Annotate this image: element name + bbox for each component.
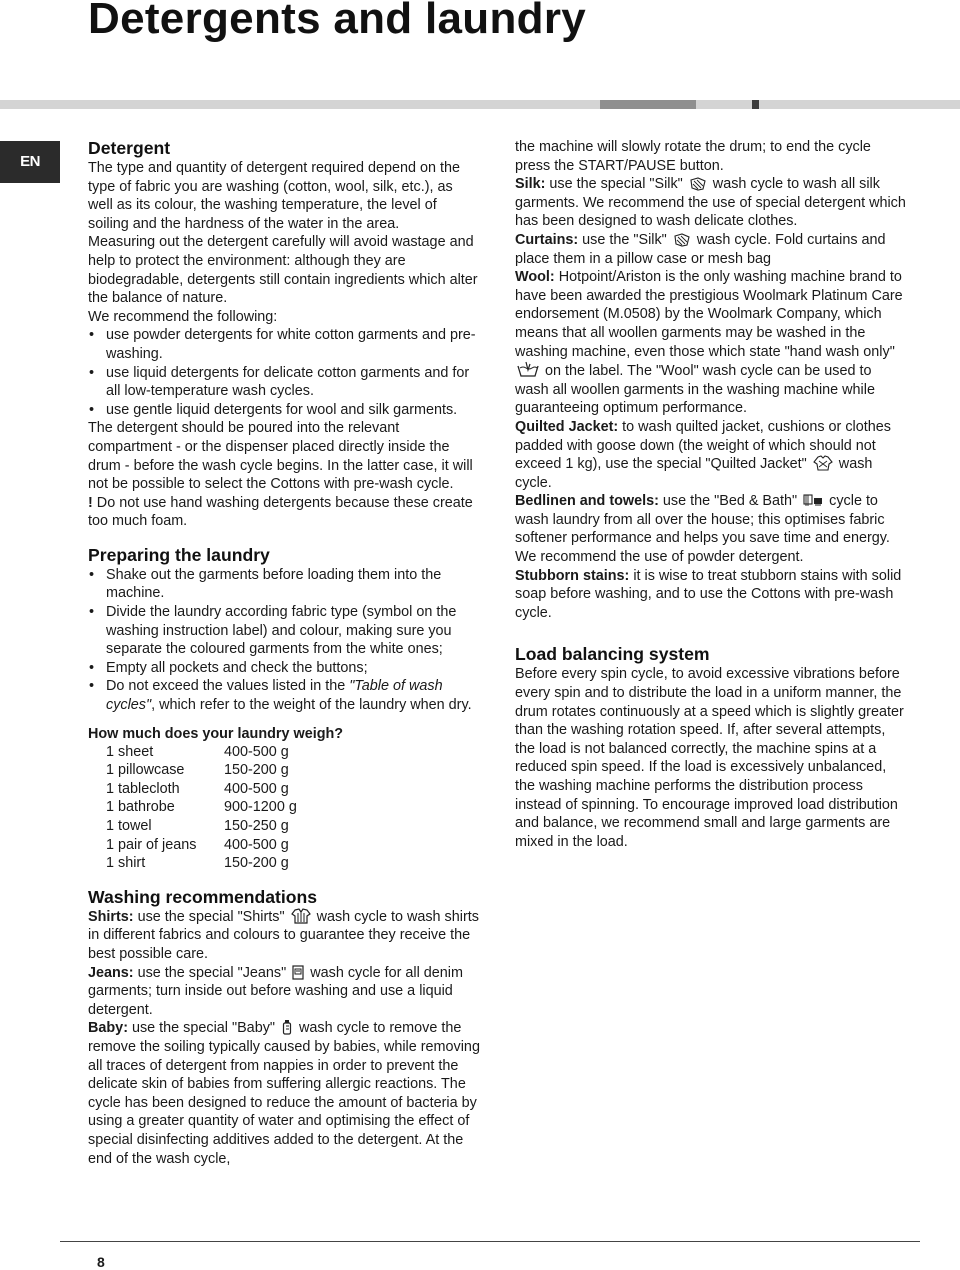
- shirts-text-end: wash cycle to wash shirts in different fabrics and colours to guarantee they receive the best possible care.: [88, 908, 479, 962]
- detergent-bullet-list: [88, 326, 480, 419]
- list-item-text: Empty all pockets and check the buttons;: [106, 659, 368, 676]
- shirt-icon: [291, 908, 311, 924]
- table-row: [106, 743, 297, 762]
- weight-value: 900-1200 g: [224, 799, 297, 816]
- bullet-icon: •: [89, 364, 95, 381]
- silk-label: Silk:: [515, 176, 546, 193]
- weight-value: 400-500 g: [224, 743, 289, 760]
- list-item: [88, 603, 480, 659]
- curtains-paragraph: [515, 231, 909, 268]
- band-segment-light-3: [759, 100, 960, 109]
- bullet-icon: •: [89, 401, 95, 418]
- weight-item: 1 tablecloth: [106, 780, 180, 797]
- table-reference: "Table of wash cycles": [106, 678, 443, 714]
- hand-wash-icon: [517, 361, 539, 378]
- detergent-heading: Detergent: [88, 138, 171, 158]
- curtains-text-end: wash cycle. Fold curtains and place them in a pillow case or mesh bag: [515, 231, 886, 267]
- weight-item: 1 shirt: [106, 855, 146, 872]
- list-item: [88, 659, 480, 678]
- list-item-text: Shake out the garments before loading them into the machine.: [106, 566, 442, 602]
- weight-item: 1 pair of jeans: [106, 836, 197, 853]
- wool-label: Wool:: [515, 269, 555, 286]
- weight-value: 150-200 g: [224, 762, 289, 779]
- list-item: [88, 566, 480, 603]
- baby-text: use the special "Baby": [127, 1020, 279, 1037]
- detergent-paragraph-4: The detergent should be poured into the relevant compartment - or the dispenser placed directly inside the drum - before the wash cycle begins. In the latter case, it will not be possible to select the Cottons with pre-wash cycle.: [88, 420, 473, 493]
- quilted-label: Quilted Jacket:: [515, 418, 619, 435]
- bedlinen-paragraph: [515, 492, 909, 566]
- header-band: [0, 100, 960, 109]
- jeans-icon: [292, 965, 304, 980]
- bullet-icon: •: [89, 604, 95, 621]
- table-row: [106, 836, 297, 855]
- warning-mark: !: [88, 494, 93, 511]
- shirts-text: use the special "Shirts": [133, 908, 289, 925]
- bullet-icon: •: [89, 566, 95, 583]
- warning-text: Do not use hand washing detergents because these create too much foam.: [88, 494, 473, 530]
- silk-paragraph: [515, 175, 909, 231]
- jeans-paragraph: [88, 964, 480, 1020]
- wool-paragraph: [515, 268, 909, 418]
- weight-value: 150-250 g: [224, 818, 289, 834]
- table-row: [106, 761, 297, 780]
- list-item: [88, 326, 480, 363]
- baby-paragraph: [88, 1019, 480, 1168]
- shirts-label: Shirts:: [88, 908, 134, 925]
- stubborn-label: Stubborn stains:: [515, 567, 630, 584]
- load-balancing-paragraph: Before every spin cycle, to avoid excessive vibrations before every spin and to distribute the load in a uniform manner, the drum rotates continuously at a speed which is slightly greater than the washing rotation speed. If, after several attempts, the load is not balanced correctly, the machine spins at a reduced spin speed. If the load is excessively unbalanced, the washing machine performs the distribution process instead of spinning. To encourage improved load distribution and balance, we recommend small and large garments are mixed in the load.: [515, 666, 904, 850]
- jeans-text-end: wash cycle for all denim garments; turn inside out before washing and use a liquid detergent.: [88, 964, 463, 1018]
- quilted-text: to wash quilted jacket, cushions or clothes padded with goose down (the weight of which should not exceed 1 kg), use the special "Quilted Jacket": [515, 418, 891, 473]
- quilted-jacket-icon: [813, 455, 833, 471]
- jeans-label: Jeans:: [88, 964, 134, 981]
- quilted-paragraph: [515, 418, 909, 492]
- list-item-text: use powder detergents for white cotton garments and pre-washing.: [106, 327, 476, 362]
- right-column: [515, 138, 909, 851]
- baby-text-end: wash cycle to remove the remove the soiling typically caused by babies, while removing all traces of detergent from nappies in order to prevent the delicate skin of babies from suffering allergic reactions. The cycle has been designed to reduce the amount of bacteria by using a greater quantity of water and optimising the effect of special disinfecting additives added to the detergent. At the end of the wash cycle,: [88, 1020, 480, 1167]
- weigh-heading: How much does your laundry weigh?: [88, 725, 344, 742]
- band-segment-light-2: [696, 100, 752, 109]
- baby-paragraph-continued: the machine will slowly rotate the drum; to end the cycle press the START/PAUSE button.: [515, 139, 871, 174]
- baby-label: Baby:: [88, 1020, 128, 1037]
- list-item-text: Do not exceed the values listed in the: [106, 678, 350, 695]
- footer-rule: [60, 1241, 920, 1242]
- bullet-icon: •: [89, 678, 95, 695]
- curtains-label: Curtains:: [515, 231, 579, 248]
- quilted-text-end: wash cycle.: [515, 456, 873, 491]
- weight-item: 1 pillowcase: [106, 762, 185, 779]
- weight-item: 1 bathrobe: [106, 799, 175, 816]
- jeans-text: use the special "Jeans": [133, 964, 291, 981]
- weight-item: 1 towel: [106, 818, 152, 834]
- page-number: 8: [97, 1254, 105, 1270]
- list-item-text: use liquid detergents for delicate cotton garments and for all low-temperature wash cycles.: [106, 364, 470, 400]
- detergent-paragraph-3: We recommend the following:: [88, 308, 278, 325]
- list-item: [88, 677, 480, 714]
- preparing-bullet-list: [88, 566, 480, 715]
- detergent-paragraph-1: The type and quantity of detergent required depend on the type of fabric you are washing (cotton, wool, silk, etc.), as well as its colour, the washing temperature, the level of soiling and the hardness of the water in the area.: [88, 160, 461, 232]
- list-item-text: Divide the laundry according fabric type (symbol on the washing instruction label) and colour, making sure you separate the coloured garments from the white ones;: [106, 604, 457, 658]
- band-segment-dark: [752, 100, 759, 109]
- weight-value: 400-500 g: [224, 836, 289, 853]
- silk-text: use the special "Silk": [545, 176, 687, 193]
- list-item: [88, 364, 480, 401]
- bedlinen-text-end: cycle to wash laundry from all over the house; this optimises fabric softener performance and helps you save time and energy. We recommend the use of powder detergent.: [515, 493, 890, 566]
- list-item: [88, 401, 480, 420]
- wool-text: Hotpoint/Ariston is the only washing machine brand to have been awarded the prestigious Woolmark Platinum Care endorsement (M.0508) by the Woolmark Company, which means that all woollen garments may be washed in the washing machine, even those which state "hand wash only": [515, 269, 903, 360]
- washing-heading: Washing recommendations: [88, 886, 318, 907]
- table-row: [106, 817, 297, 836]
- curtains-text: use the "Silk": [578, 231, 671, 248]
- baby-bottle-icon: [281, 1019, 293, 1035]
- stubborn-paragraph: [515, 567, 909, 623]
- shirts-paragraph: [88, 908, 480, 964]
- bedlinen-label: Bedlinen and towels:: [515, 493, 659, 510]
- page-title: Detergents and laundry: [88, 0, 587, 43]
- band-segment-light: [0, 100, 600, 109]
- weight-value: 150-200 g: [224, 855, 289, 872]
- stubborn-text: it is wise to treat stubborn stains with solid soap before washing, and to use the Cottons with pre-wash cycle.: [515, 567, 902, 621]
- bullet-icon: •: [89, 659, 95, 676]
- detergent-warning: [88, 494, 480, 531]
- detergent-paragraph-2: Measuring out the detergent carefully will avoid wastage and help to protect the environment: although they are biodegradable, detergents still contain ingredients which alter the balance of nature.: [88, 234, 478, 307]
- table-row: [106, 798, 297, 817]
- language-tab: EN: [0, 141, 60, 183]
- silk-icon: [689, 177, 707, 191]
- table-row: [106, 780, 297, 799]
- preparing-heading: Preparing the laundry: [88, 544, 270, 565]
- load-balancing-heading: Load balancing system: [515, 644, 710, 665]
- weight-item: 1 sheet: [106, 743, 154, 760]
- list-item-text: , which refer to the weight of the laundry when dry.: [151, 697, 472, 714]
- band-segment-mid: [600, 100, 696, 109]
- list-item-text: use gentle liquid detergents for wool and silk garments.: [106, 401, 458, 418]
- silk-icon: [673, 233, 691, 247]
- table-row: [106, 854, 297, 873]
- silk-text-end: wash cycle to wash all silk garments. We recommend the use of special detergent which has been designed to wash delicate clothes.: [515, 176, 906, 230]
- bullet-icon: •: [89, 327, 95, 344]
- weights-table: [106, 743, 297, 873]
- bedlinen-text: use the "Bed & Bath": [658, 493, 802, 510]
- left-column: [88, 138, 480, 1168]
- wool-text-end: on the label. The "Wool" wash cycle can be used to wash all woollen garments in the washing machine while guaranteeing optimum performance.: [515, 363, 875, 417]
- weight-value: 400-500 g: [224, 780, 289, 797]
- bed-and-bath-icon: [803, 493, 823, 508]
